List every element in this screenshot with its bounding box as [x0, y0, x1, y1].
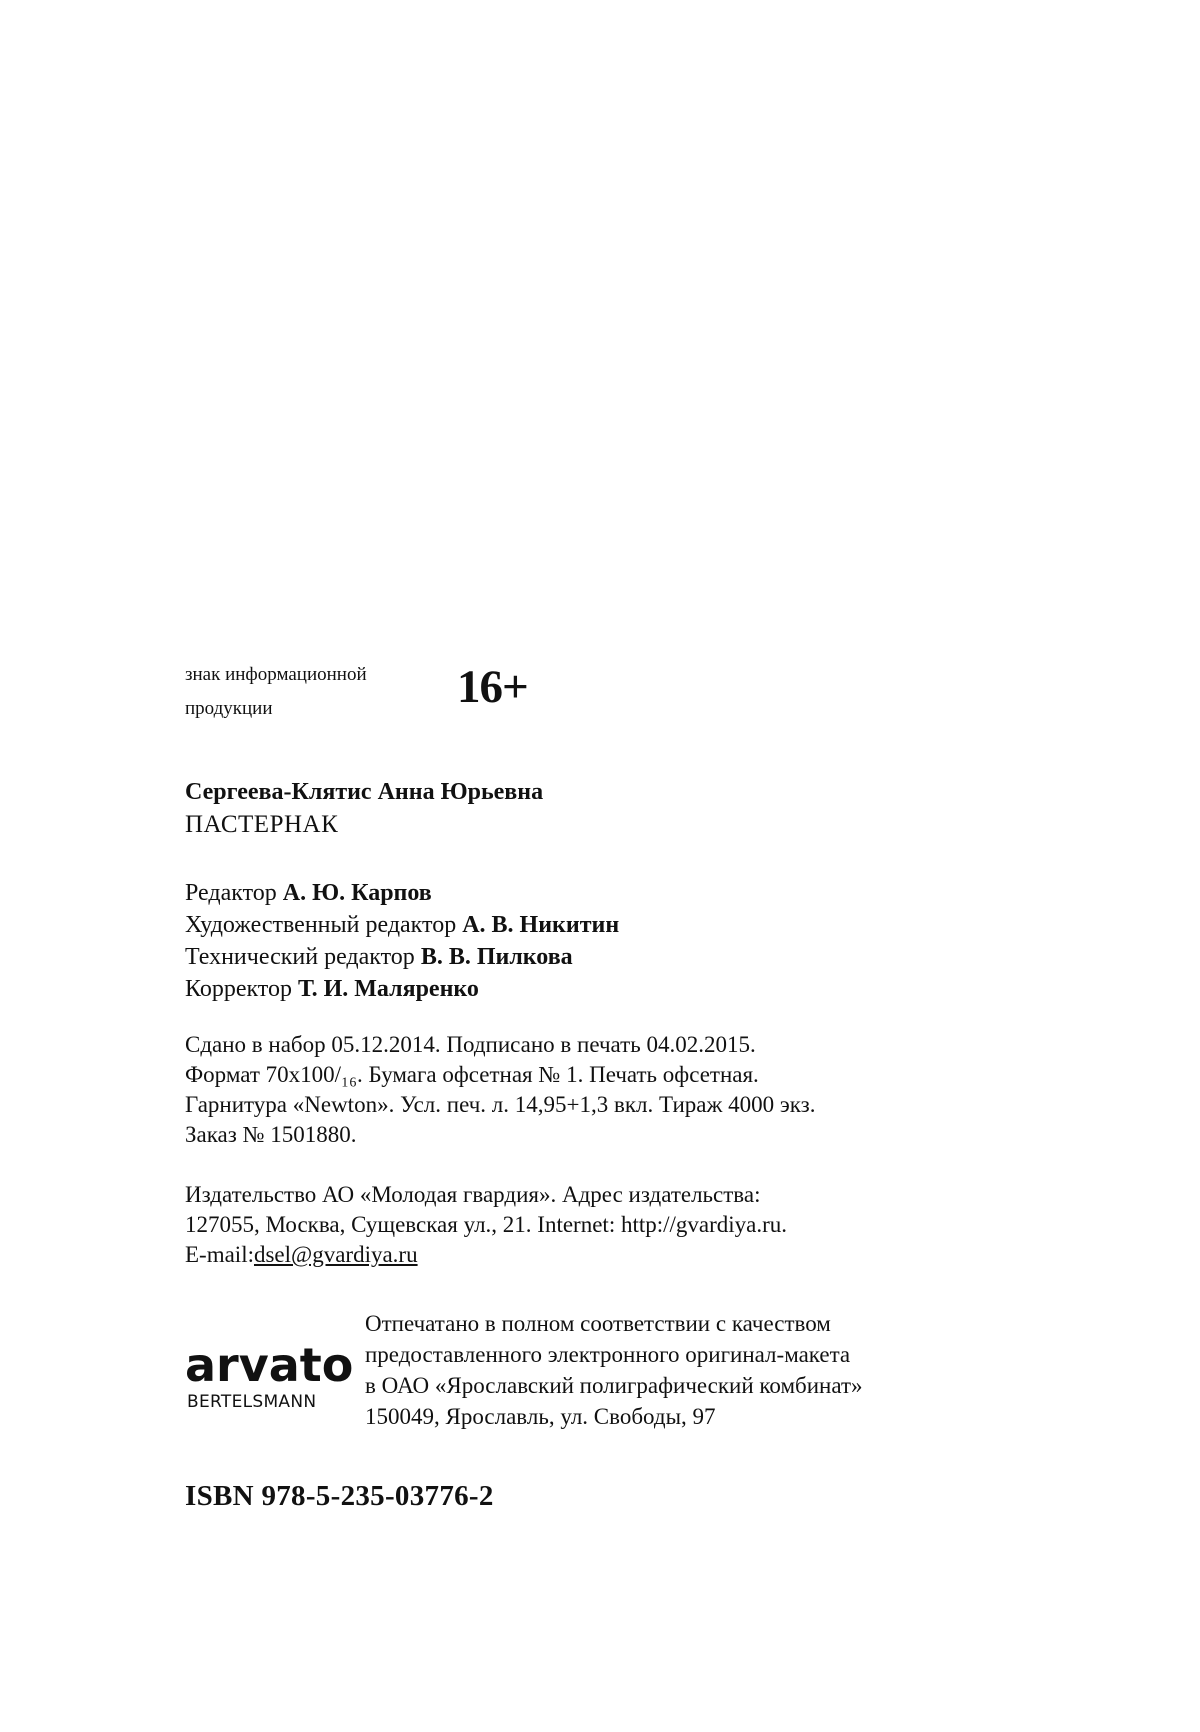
- printer-line3: в ОАО «Ярославский полиграфический комбинат»: [365, 1373, 863, 1398]
- staff-role: Художественный редактор: [185, 912, 463, 938]
- print-info-line1: Сдано в набор 05.12.2014. Подписано в печать 04.02.2015.: [185, 1032, 756, 1057]
- print-info-line2: Формат 70х100/₁₆. Бумага офсетная № 1. Печать офсетная.: [185, 1062, 759, 1087]
- staff-name: А. В. Никитин: [462, 912, 620, 938]
- book-header: [185, 776, 543, 842]
- arvato-logo: [185, 1340, 355, 1420]
- staff-role: Технический редактор: [185, 944, 421, 970]
- staff-name: В. В. Пилкова: [420, 944, 573, 970]
- email-link[interactable]: dsel@gvardiya.ru: [253, 1242, 418, 1267]
- publisher-info: [185, 1180, 960, 1270]
- staff-list: [185, 877, 619, 1005]
- staff-name: А. Ю. Карпов: [282, 880, 432, 906]
- isbn: ISBN 978-5-235-03776-2: [185, 1480, 494, 1512]
- print-info: [185, 1030, 960, 1150]
- info-product-sign: [185, 658, 585, 728]
- staff-role: Корректор: [185, 976, 298, 1002]
- book-title: ПАСТЕРНАК: [185, 811, 339, 838]
- printer-line2: предоставленного электронного оригинал-макета: [365, 1342, 851, 1367]
- info-sign-label: [185, 658, 445, 726]
- email-label: E-mail:: [185, 1242, 254, 1267]
- printer-line4: 150049, Ярославль, ул. Свободы, 97: [365, 1404, 716, 1429]
- logo-subtitle: BERTELSMANN: [187, 1392, 317, 1412]
- staff-row-editor: [185, 877, 619, 909]
- info-sign-label-line2: продукции: [185, 698, 273, 719]
- staff-row-tech-editor: [185, 941, 619, 973]
- staff-name: Т. И. Маляренко: [297, 976, 479, 1002]
- publisher-line1: Издательство АО «Молодая гвардия». Адрес издательства:: [185, 1182, 761, 1207]
- staff-role: Редактор: [185, 880, 283, 906]
- age-rating: 16+: [457, 661, 528, 713]
- staff-row-proofreader: [185, 973, 619, 1005]
- print-info-line4: Заказ № 1501880.: [185, 1122, 357, 1147]
- staff-row-art-editor: [185, 909, 619, 941]
- publisher-line2: 127055, Москва, Сущевская ул., 21. Internet: http://gvardiya.ru.: [185, 1212, 788, 1237]
- book-author: Сергеева-Клятис Анна Юрьевна: [185, 779, 544, 805]
- print-info-line3: Гарнитура «Newton». Усл. печ. л. 14,95+1,3 вкл. Тираж 4000 экз.: [185, 1092, 816, 1117]
- printer-text: [365, 1308, 1065, 1432]
- publisher-email-row: [185, 1240, 960, 1270]
- info-sign-label-line1: знак информационной: [185, 664, 367, 685]
- printer-info: [185, 1308, 1085, 1448]
- logo-name: arvato: [185, 1338, 354, 1392]
- printer-line1: Отпечатано в полном соответствии с качеством: [365, 1311, 831, 1336]
